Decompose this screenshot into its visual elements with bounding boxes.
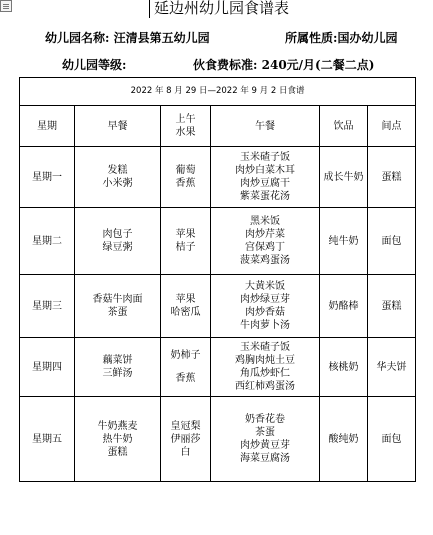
menu-item: 蛋糕 — [107, 446, 128, 458]
menu-item: 绿豆粥 — [102, 242, 133, 253]
meal-fee — [193, 56, 374, 73]
menu-item: 葡萄 — [175, 165, 196, 176]
table-row — [20, 338, 416, 397]
menu-item: 肉炒芹菜 — [245, 229, 285, 240]
day-cell: 星期二 — [20, 208, 75, 275]
fruit-cell — [161, 275, 211, 338]
table-row — [20, 275, 416, 338]
breakfast-cell — [75, 397, 161, 482]
header-breakfast: 早餐 — [75, 106, 161, 147]
day-cell: 星期一 — [20, 147, 75, 208]
menu-item: 鸡胸肉炖土豆 — [235, 355, 295, 366]
menu-item: 白 — [180, 446, 191, 458]
snack-cell: 蛋糕 — [368, 275, 416, 338]
breakfast-cell — [75, 338, 161, 397]
menu-item: 热牛奶 — [102, 433, 133, 445]
table-row — [20, 208, 416, 275]
breakfast-cell — [75, 275, 161, 338]
header-fruit — [161, 106, 211, 147]
day-cell: 星期五 — [20, 397, 75, 482]
menu-item: 伊丽莎 — [170, 433, 201, 445]
menu-item: 小米粥 — [102, 178, 133, 189]
menu-item: 香菇牛肉面 — [92, 294, 143, 305]
fruit-cell — [161, 338, 211, 397]
header-day: 星期 — [20, 106, 75, 147]
menu-item: 肉包子 — [102, 229, 133, 240]
menu-item: 哈密瓜 — [170, 307, 201, 318]
header-snack: 间点 — [368, 106, 416, 147]
menu-item: 三鲜汤 — [102, 368, 133, 379]
menu-item: 香蕉 — [175, 373, 196, 384]
menu-item: 茶蛋 — [255, 427, 275, 438]
menu-item: 苹果 — [175, 229, 196, 240]
menu-table — [19, 77, 416, 482]
breakfast-cell — [75, 208, 161, 275]
lunch-cell — [211, 275, 320, 338]
menu-item: 发糕 — [107, 165, 128, 176]
fruit-cell — [161, 208, 211, 275]
header-row — [20, 106, 416, 147]
nature-value: 国办幼儿园 — [337, 31, 398, 45]
name-value: 汪清县第五幼儿园 — [113, 31, 210, 45]
day-cell: 星期三 — [20, 275, 75, 338]
menu-item: 大黄米饭 — [245, 281, 285, 292]
menu-item: 玉米碴子饭 — [240, 152, 290, 163]
menu-item: 菠菜鸡蛋汤 — [240, 255, 290, 266]
menu-item: 苹果 — [175, 294, 196, 305]
snack-cell: 蛋糕 — [368, 147, 416, 208]
fee-value: 240元/月(二餐二点) — [261, 58, 375, 72]
menu-item: 茶蛋 — [107, 307, 128, 318]
snack-cell: 面包 — [368, 397, 416, 482]
kindergarten-name — [45, 29, 210, 46]
page-title: 延边州幼儿园食谱表 — [153, 0, 289, 17]
menu-item: 肉炒白菜木耳 — [235, 165, 295, 176]
fruit-cell — [161, 397, 211, 482]
header-fruit-line: 上午 — [175, 114, 196, 125]
menu-item: 皇冠梨 — [170, 420, 201, 432]
menu-item: 桔子 — [175, 242, 196, 253]
drink-cell: 核桃奶 — [320, 338, 368, 397]
header-fruit-line: 水果 — [175, 127, 196, 138]
menu-item: 西红柿鸡蛋汤 — [235, 381, 295, 392]
kindergarten-level — [62, 56, 126, 73]
menu-item: 香蕉 — [175, 178, 196, 189]
lunch-cell — [211, 147, 320, 208]
menu-item: 牛肉萝卜汤 — [240, 320, 290, 331]
day-cell: 星期四 — [20, 338, 75, 397]
menu-item: 肉炒黄豆芽 — [240, 440, 290, 451]
date-row — [20, 78, 416, 106]
level-label: 幼儿园等级: — [62, 58, 127, 72]
menu-item: 奶柿子 — [170, 350, 201, 361]
menu-item: 藕菜饼 — [102, 355, 133, 366]
drink-cell: 成长牛奶 — [320, 147, 368, 208]
table-row — [20, 397, 416, 482]
menu-item: 玉米碴子饭 — [240, 342, 290, 353]
nature-label: 所属性质: — [285, 31, 338, 45]
menu-item: 肉炒豆腐干 — [240, 178, 290, 189]
menu-item: 角瓜炒虾仁 — [240, 368, 290, 379]
menu-item: 肉炒绿豆芽 — [240, 294, 290, 305]
menu-item: 肉炒香菇 — [245, 307, 285, 318]
snack-cell: 华夫饼 — [368, 338, 416, 397]
lunch-cell — [211, 208, 320, 275]
menu-item: 宫保鸡丁 — [245, 242, 285, 253]
table-row — [20, 147, 416, 208]
menu-item: 海菜豆腐汤 — [240, 453, 290, 464]
fruit-cell — [161, 147, 211, 208]
breakfast-cell — [75, 147, 161, 208]
menu-item: 牛奶燕麦 — [97, 420, 138, 432]
date-range: 2022 年 8 月 29 日—2022 年 9 月 2 日食谱 — [20, 78, 416, 106]
name-label: 幼儿园名称: — [45, 31, 110, 45]
menu-item: 奶香花卷 — [245, 414, 285, 425]
line-gap — [161, 362, 210, 372]
drink-cell: 纯牛奶 — [320, 208, 368, 275]
fee-label: 伙食费标准: — [193, 58, 258, 72]
kindergarten-nature — [285, 29, 397, 46]
snack-cell: 面包 — [368, 208, 416, 275]
lunch-cell — [211, 338, 320, 397]
header-drink: 饮品 — [320, 106, 368, 147]
header-lunch: 午餐 — [211, 106, 320, 147]
lunch-cell — [211, 397, 320, 482]
drink-cell: 奶酪棒 — [320, 275, 368, 338]
drink-cell: 酸纯奶 — [320, 397, 368, 482]
menu-item: 紫菜蛋花汤 — [240, 191, 290, 202]
menu-item: 黑米饭 — [250, 216, 280, 227]
